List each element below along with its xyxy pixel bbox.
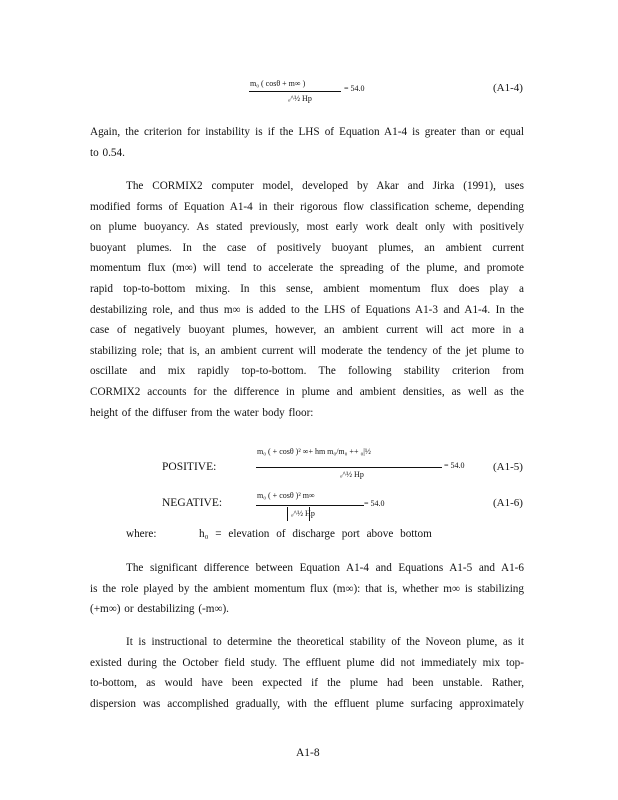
equation-a1-4-label: (A1-4) xyxy=(493,82,523,94)
paragraph-2-line: buoyant plumes. In the case of positively buoyant plumes, an ambient current xyxy=(90,241,524,254)
equation-negative-value: 54.0 xyxy=(370,499,385,508)
paragraph-4 xyxy=(90,632,524,714)
paragraph-4-line: to-bottom, as would have been expected if the plume had been unstable. Rather, xyxy=(90,677,524,690)
paragraph-2-line: rapid top-to-bottom mixing. In this sense, ambient momentum flux does play a xyxy=(90,282,524,295)
equation-a1-4-rhs: = 54.0 xyxy=(344,84,365,93)
equation-positive-label: (A1-5) xyxy=(493,461,523,473)
paragraph-1-line: to 0.54. xyxy=(90,146,125,159)
paragraph-1-line: Again, the criterion for instability is if the LHS of Equation A1-4 is greater than or equal xyxy=(90,126,524,138)
where-label: where: xyxy=(126,528,157,540)
equation-positive-denominator: ₒ^½ Hp xyxy=(340,470,364,479)
paragraph-2-line: modified forms of Equation A1-4 in their rigorous flow classification scheme, depending xyxy=(90,200,524,213)
equation-positive-numerator: m₀ ( + cosθ )² ∞+ hm m₀/m₀ ++ ₀|½ xyxy=(257,447,371,456)
equation-negative-rhs: = 54.0 xyxy=(364,499,385,508)
equation-negative-numerator: m₀ ( + cosθ )² m∞ xyxy=(257,491,315,500)
equation-negative-fraction-bar xyxy=(256,505,364,506)
paragraph-2-line: stabilizing role; that is, an ambient current will moderate the tendency of the jet plume to xyxy=(90,344,524,357)
equation-positive-label-text: POSITIVE: xyxy=(162,461,217,473)
paragraph-3-line: (+m∞) or destabilizing (-m∞). xyxy=(90,603,229,616)
paragraph-2-line: destabilizing role, and thus m∞ is added to the LHS of Equations A1-3 and A1-4. In the xyxy=(90,303,524,316)
paragraph-2-line: on plume buoyancy. As stated previously, most early work dealt only with positively xyxy=(90,221,524,234)
equation-a1-4-numerator: m₀ ( cosθ + m∞ ) xyxy=(250,79,306,88)
equation-positive-fraction-bar xyxy=(256,467,442,468)
paragraph-4-line: dispersion was accomplished gradually, with the effluent plume surfacing approximately xyxy=(90,697,524,710)
equation-positive-value: 54.0 xyxy=(450,461,465,470)
equation-positive-rhs: = 54.0 xyxy=(444,461,465,470)
paragraph-2-line: The CORMIX2 computer model, developed by Akar and Jirka (1991), uses xyxy=(126,180,524,192)
paragraph-2 xyxy=(90,176,524,423)
equation-negative-abs-bar-left xyxy=(287,507,288,521)
equation-negative-label: (A1-6) xyxy=(493,497,523,509)
paragraph-3-line: The significant difference between Equation A1-4 and Equations A1-5 and A1-6 xyxy=(126,562,524,574)
paragraph-4-line: existed during the October field study. The effluent plume did not immediately mix top- xyxy=(90,656,524,669)
equation-a1-4-fraction-bar xyxy=(249,91,341,92)
paragraph-2-line: momentum flux (m∞) will tend to accelerate the spreading of the plume, and promote xyxy=(90,262,524,275)
paragraph-3 xyxy=(90,558,524,620)
equation-negative-label-text: NEGATIVE: xyxy=(162,497,223,509)
paragraph-2-line: case of negatively buoyant plumes, however, an ambient current will act more in a xyxy=(90,324,524,337)
equation-a1-4-denominator: ₒ^½ Hp xyxy=(288,94,312,103)
where-definition: h₀ = elevation of discharge port above bottom xyxy=(199,528,432,540)
paragraph-2-line: oscillate and mix rapidly top-to-bottom. The following stability criterion from xyxy=(90,365,524,378)
equation-a1-4-value: 54.0 xyxy=(350,84,365,93)
paragraph-2-line: CORMIX2 accounts for the difference in plume and ambient densities, as well as the xyxy=(90,385,524,398)
paragraph-4-line: It is instructional to determine the theoretical stability of the Noveon plume, as it xyxy=(126,636,524,648)
paragraph-1 xyxy=(90,122,524,163)
equation-negative-denominator: ₒ^½ Hp xyxy=(291,509,315,518)
paragraph-2-line: height of the diffuser from the water body floor: xyxy=(90,406,314,419)
paragraph-3-line: is the role played by the ambient momentum flux (m∞): that is, whether m∞ is stabilizing xyxy=(90,582,524,595)
page-number: A1-8 xyxy=(296,747,320,759)
